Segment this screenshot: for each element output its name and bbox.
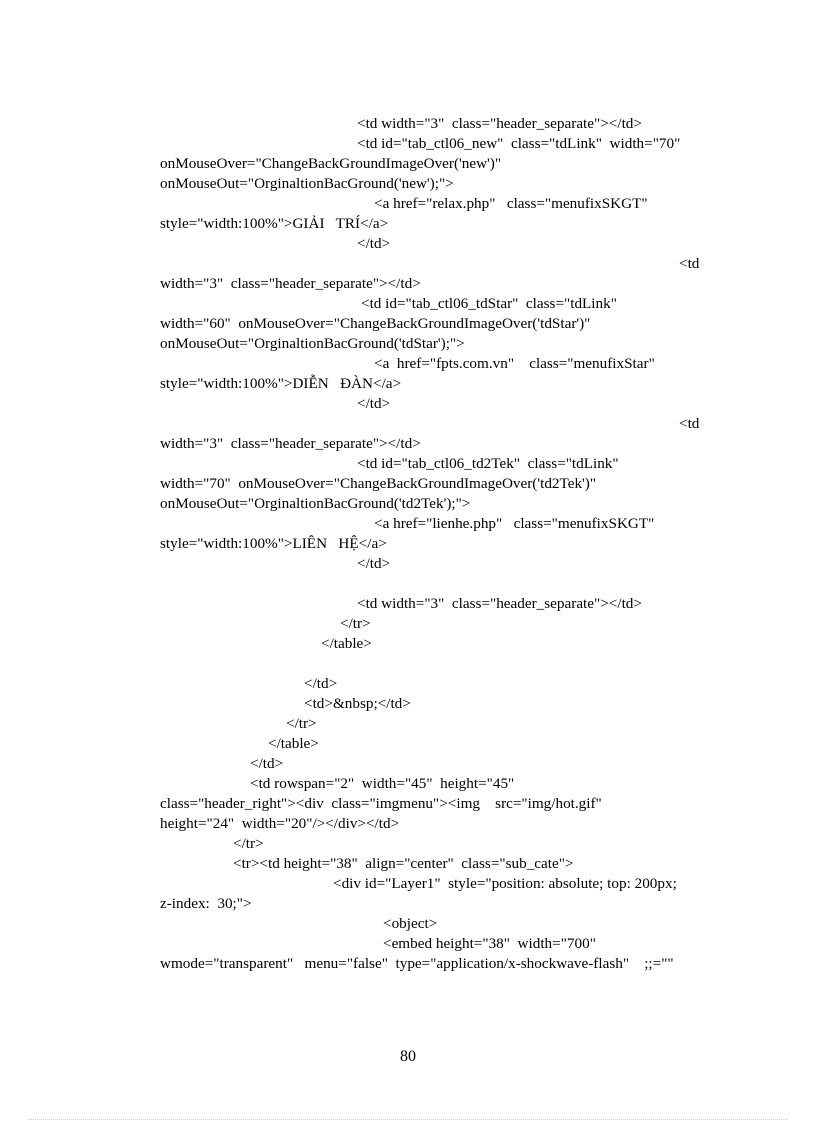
code-line: <a href="fpts.com.vn" class="menufixStar"	[374, 355, 655, 372]
code-line: <td id="tab_ctl06_td2Tek" class="tdLink"	[357, 455, 619, 472]
code-line: </tr>	[286, 715, 317, 732]
code-line: class="header_right"><div class="imgmenu"><img src="img/hot.gif"	[160, 795, 602, 812]
code-line: <td id="tab_ctl06_tdStar" class="tdLink"	[361, 295, 617, 312]
code-line: onMouseOut="OrginaltionBacGround('new');">	[160, 175, 454, 192]
code-line: </tr>	[233, 835, 264, 852]
code-line: height="24" width="20"/></div></td>	[160, 815, 400, 832]
code-line: </td>	[250, 755, 284, 772]
code-line: </td>	[357, 395, 391, 412]
code-line: z-index: 30;">	[160, 895, 252, 912]
code-line: onMouseOut="OrginaltionBacGround('tdStar');">	[160, 335, 465, 352]
code-line: </td>	[357, 235, 391, 252]
code-line: <td>&nbsp;</td>	[304, 695, 411, 712]
code-line: width="70" onMouseOver="ChangeBackGroundImageOver('td2Tek')"	[160, 475, 597, 492]
code-line: <embed height="38" width="700"	[383, 935, 596, 952]
code-line: <td width="3" class="header_separate"></td>	[357, 595, 642, 612]
code-line: <td	[679, 255, 700, 272]
code-line: </table>	[268, 735, 319, 752]
code-line: width="3" class="header_separate"></td>	[160, 435, 421, 452]
code-line: <td	[679, 415, 700, 432]
code-line: wmode="transparent" menu="false" type="application/x-shockwave-flash" ;;=""	[160, 955, 674, 972]
page-bottom-divider	[28, 1119, 788, 1120]
code-line: <div id="Layer1" style="position: absolute; top: 200px;	[333, 875, 677, 892]
code-line: style="width:100%">DIỄN ĐÀN</a>	[160, 375, 402, 392]
code-line: style="width:100%">LIÊN HỆ</a>	[160, 535, 387, 552]
code-line: onMouseOver="ChangeBackGroundImageOver('new')"	[160, 155, 502, 172]
code-line: </td>	[357, 555, 391, 572]
code-line: <tr><td height="38" align="center" class="sub_cate">	[233, 855, 574, 872]
code-line: </table>	[321, 635, 372, 652]
code-line: onMouseOut="OrginaltionBacGround('td2Tek');">	[160, 495, 471, 512]
code-line: <a href="lienhe.php" class="menufixSKGT"	[374, 515, 655, 532]
code-line: </td>	[304, 675, 338, 692]
code-line: style="width:100%">GIẢI TRÍ</a>	[160, 215, 389, 232]
page-number: 80	[400, 1048, 416, 1065]
code-line: <object>	[383, 915, 438, 932]
code-line: <td width="3" class="header_separate"></td>	[357, 115, 642, 132]
code-line: width="3" class="header_separate"></td>	[160, 275, 421, 292]
code-line: <a href="relax.php" class="menufixSKGT"	[374, 195, 648, 212]
code-line: width="60" onMouseOver="ChangeBackGroundImageOver('tdStar')"	[160, 315, 591, 332]
code-line: <td id="tab_ctl06_new" class="tdLink" width="70"	[357, 135, 681, 152]
code-line: <td rowspan="2" width="45" height="45"	[250, 775, 515, 792]
code-line: </tr>	[340, 615, 371, 632]
